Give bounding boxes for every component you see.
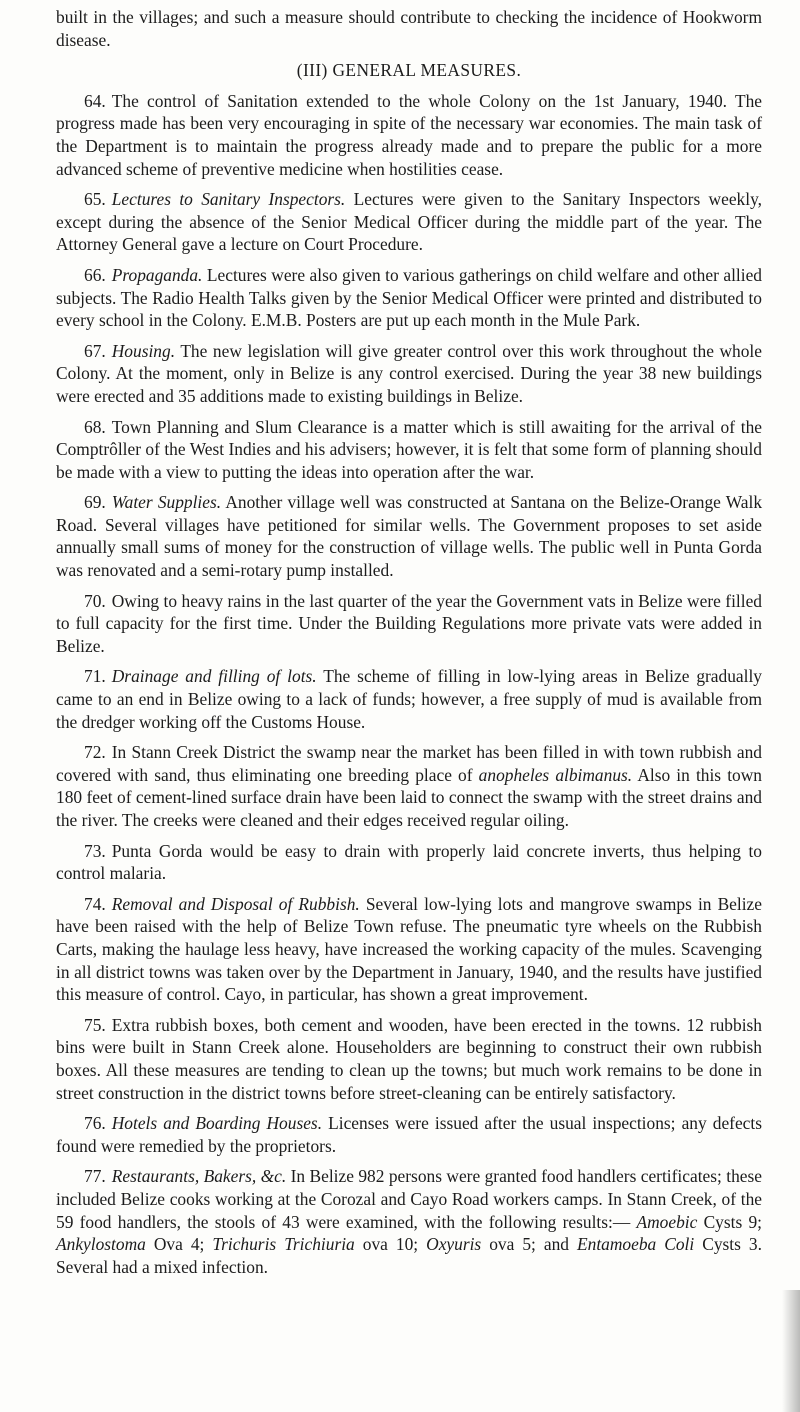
paragraph-text: Several low-lying lots and mangrove swamps in Belize have been raised with the help of Belize Town refuse. The pneumatic tyre wheels on the Rubbish Carts, making the haulage less heavy, have increased the working capacity of the mules. Scavenging in all district towns was taken over by the Department in January, 1940, and the results have justified this measure of control. Cayo, in particular, has shown a great improvement.: [56, 893, 762, 1005]
paragraph-text: Punta Gorda would be easy to drain with properly laid concrete inverts, thus helping to control malaria.: [56, 840, 762, 884]
paragraph-number: 73.: [84, 840, 106, 861]
paragraph-number: 68.: [84, 416, 106, 437]
paragraph-number: 70.: [84, 590, 106, 611]
paragraph-text: Lectures were given to the Sanitary Inspectors weekly, except during the absence of the Senior Medical Officer during the middle part of the year. The Attorney General gave a lecture on Court Procedure.: [56, 189, 762, 255]
paragraph-title: Water Supplies.: [111, 492, 222, 513]
paragraph-number: 66.: [84, 264, 106, 285]
paragraph-65: [56, 188, 762, 256]
result-value: Cysts 9;: [703, 1211, 762, 1232]
paragraph-text: The new legislation will give greater control over this work throughout the whole Colony. At the moment, only in Belize is any control exercised. During the year 38 new buildings were erected and 35 additions made to existing buildings in Belize.: [56, 340, 762, 406]
paragraph-67: [56, 340, 762, 408]
paragraph-title: Hotels and Boarding Houses.: [111, 1113, 323, 1134]
species-name: anopheles albimanus.: [478, 764, 633, 785]
paragraph-number: 72.: [84, 742, 106, 763]
paragraph-text-continued: Also in this town 180 feet of cement-lined surface drain have been laid to connect the swamp with the street drains and the river. The creeks were cleaned and their edges received regular oiling.: [56, 764, 762, 830]
paragraph-72: [56, 741, 762, 831]
section-heading: (III) GENERAL MEASURES.: [296, 60, 522, 81]
paragraph-number: 77.: [84, 1166, 106, 1187]
paragraph-number: 65.: [84, 189, 106, 210]
paragraph-73: [56, 840, 762, 885]
result-organism: Amoebic: [636, 1211, 698, 1232]
paragraph-text: Licenses were issued after the usual inspections; any defects found were remedied by the proprietors.: [56, 1113, 762, 1156]
paragraph-text: In Belize 982 persons were granted food handlers certificates; these included Belize cooks working at the Corozal and Cayo Road workers camps. In Stann Creek, of the 59 food handlers, the stools of 43 were examined, with the following results:—: [56, 1166, 762, 1232]
paragraph-76: [56, 1112, 762, 1157]
paragraph-number: 71.: [84, 666, 106, 687]
result-value: ova 5; and: [489, 1234, 569, 1255]
text-column: [56, 6, 762, 1286]
paragraph-number: 76.: [84, 1113, 106, 1134]
paragraph-title: Lectures to Sanitary Inspectors.: [111, 189, 346, 210]
paragraph-text: Town Planning and Slum Clearance is a matter which is still awaiting for the arrival of the Comptrôller of the West Indies and his advisers; however, it is felt that some form of planning should be made with a view to putting the ideas into operation after the war.: [56, 416, 762, 482]
paragraph-number: 69.: [84, 492, 106, 513]
paragraph-text: The scheme of filling in low-lying areas in Belize gradually came to an end in Belize owing to a lack of funds; however, a free supply of mud is available from the dredger working off the Customs House.: [56, 666, 762, 732]
paragraph-title: Removal and Disposal of Rubbish.: [111, 893, 360, 914]
page-edge-shadow: [782, 1290, 800, 1412]
intro-paragraph: built in the villages; and such a measure should contribute to checking the incidence of Hookworm disease.: [56, 7, 762, 50]
result-organism: Trichuris Trichiuria: [212, 1234, 355, 1255]
paragraph-title: Propaganda.: [111, 264, 203, 285]
result-organism: Entamoeba Coli: [577, 1234, 695, 1255]
paragraph-68: [56, 416, 762, 484]
paragraph-text: Lectures were also given to various gatherings on child welfare and other allied subjects. The Radio Health Talks given by the Senior Medical Officer were printed and distributed to every school in the Colony. E.M.B. Posters are put up each month in the Mule Park.: [56, 264, 762, 331]
paragraph-number: 64.: [84, 90, 106, 111]
result-value: Cysts 3. Several had a mixed infection.: [56, 1234, 762, 1277]
paragraph-title: Drainage and filling of lots.: [111, 666, 317, 687]
paragraph-text: Extra rubbish boxes, both cement and wooden, have been erected in the towns. 12 rubbish bins were built in Stann Creek alone. Householders are beginning to construct their own rubbish boxes. All these measures are tending to clean up the towns; but much work remains to be done in street construction in the district towns before street-cleaning can be entirely satisfactory.: [56, 1014, 762, 1103]
result-organism: Ankylostoma: [56, 1234, 146, 1255]
paragraph-74: [56, 893, 762, 1006]
paragraph-66: [56, 264, 762, 332]
paragraph-71: [56, 665, 762, 733]
paragraph-text: In Stann Creek District the swamp near the market has been filled in with town rubbish and covered with sand, thus eliminating one breeding place of: [56, 742, 762, 785]
paragraph-text: Owing to heavy rains in the last quarter of the year the Government vats in Belize were filled to full capacity for the first time. Under the Building Regulations more private vats were added in Belize.: [56, 590, 762, 656]
result-value: Ova 4;: [153, 1234, 205, 1255]
paragraph-number: 67.: [84, 340, 106, 361]
paragraph-number: 75.: [84, 1014, 106, 1035]
paragraph-75: [56, 1014, 762, 1104]
paragraph-70: [56, 590, 762, 658]
paragraph-title: Restaurants, Bakers, &c.: [111, 1166, 287, 1187]
paragraph-text: The control of Sanitation extended to the whole Colony on the 1st January, 1940. The progress made has been very encouraging in spite of the necessary war economies. The main task of the Department is to maintain the progress already made and to prepare the public for a more advanced scheme of preventive medicine when hostilities cease.: [56, 90, 762, 179]
paragraph-title: Housing.: [111, 340, 176, 361]
paragraph-64: [56, 90, 762, 180]
paragraph-69: [56, 491, 762, 581]
paragraph-77: [56, 1165, 762, 1278]
paragraph-number: 74.: [84, 893, 106, 914]
result-organism: Oxyuris: [426, 1234, 482, 1255]
paragraph-text: Another village well was constructed at Santana on the Belize-Orange Walk Road. Several villages have petitioned for similar wells. The Government proposes to set aside annually small sums of money for the construction of village wells. The public well in Punta Gorda was renovated and a semi-rotary pump installed.: [56, 492, 763, 581]
result-value: ova 10;: [362, 1234, 419, 1255]
